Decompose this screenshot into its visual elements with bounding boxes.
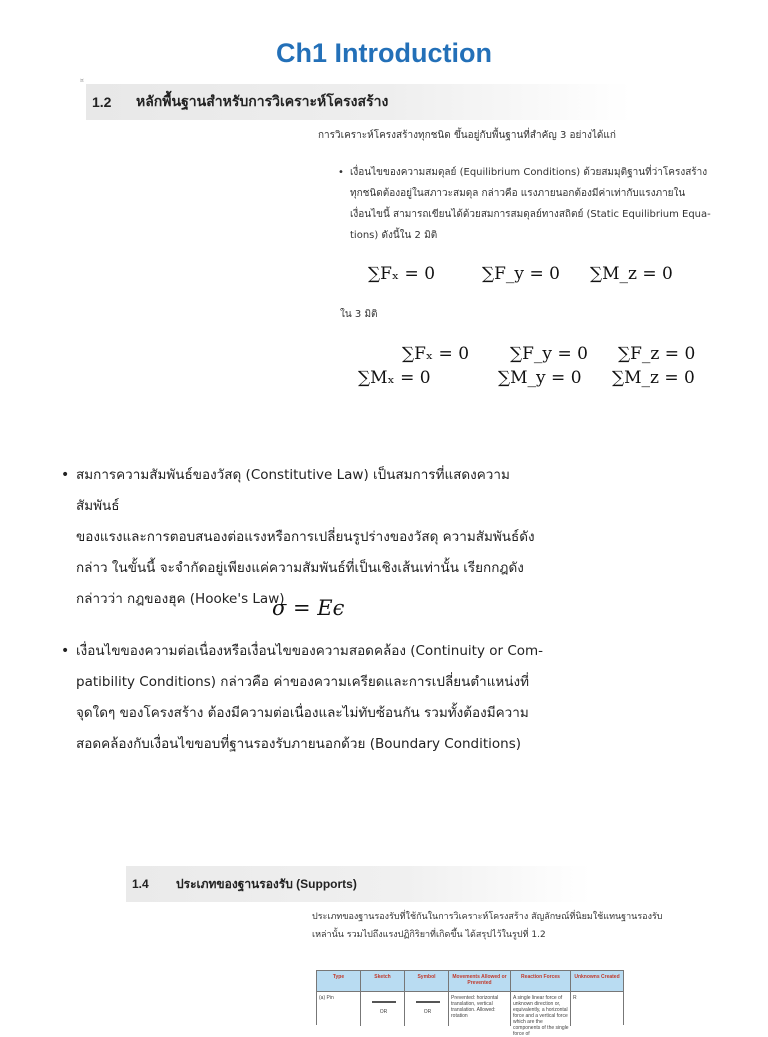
continuity-bullet bbox=[61, 636, 546, 760]
td-unknowns: R bbox=[573, 995, 577, 1001]
td-movements: Prevented: horizontal translation, vertical translation. Allowed: rotation bbox=[449, 992, 511, 1026]
th-sketch: Sketch bbox=[361, 971, 405, 991]
section-1-4-intro-line: ประเภทของฐานรองรับที่ใช้กันในการวิเคราะห์โครงสร้าง สัญลักษณ์ที่นิยมใช้แทนฐานรองรับ bbox=[312, 912, 663, 922]
bullet-dot: • bbox=[61, 467, 70, 483]
eq-sum-mx-3d: ∑Mₓ = 0 bbox=[358, 368, 431, 388]
symbol-or: OR bbox=[423, 1009, 432, 1015]
td-sketch bbox=[361, 992, 405, 1026]
eq-sum-fx: ∑Fₓ = 0 bbox=[368, 264, 436, 284]
eq-sum-fx-3d: ∑Fₓ = 0 bbox=[402, 344, 470, 364]
eq-sum-fy-3d: ∑F_y = 0 bbox=[510, 344, 588, 364]
eq-sum-my-3d: ∑M_y = 0 bbox=[498, 368, 582, 388]
constitutive-line: สมการความสัมพันธ์ของวัสดุ (Constitutive Law) เป็นสมการที่แสดงความสัมพันธ์ bbox=[76, 467, 510, 514]
continuity-line: patibility Conditions) กล่าวคือ ค่าของความเครียดและการเปลี่ยนตำแหน่งที่ bbox=[76, 674, 530, 690]
section-1-2-intro: การวิเคราะห์โครงสร้างทุกชนิด ขึ้นอยู่กับพื้นฐานที่สำคัญ 3 อย่างได้แก่ bbox=[318, 130, 616, 141]
supports-table bbox=[316, 970, 624, 1037]
continuity-line: สอดคล้องกับเงื่อนไขขอบที่ฐานรองรับภายนอกด้วย (Boundary Conditions) bbox=[76, 736, 521, 752]
bullet-dot: • bbox=[338, 167, 344, 178]
constitutive-line: ของแรงและการตอบสนองต่อแรงหรือการเปลี่ยนรูปร่างของวัสดุ ความสัมพันธ์ดัง bbox=[76, 529, 535, 545]
td-reaction: A single linear force of unknown direction or, equivalently, a horizontal force and a vertical force which are the components of the single force of bbox=[511, 992, 571, 1026]
eq-sum-fy: ∑F_y = 0 bbox=[482, 264, 560, 284]
equilibrium-line: tions) ดังนี้ใน 2 มิติ bbox=[350, 230, 438, 241]
equilibrium-line: เงื่อนไขนี้ สามารถเขียนได้ด้วยสมการสมดุลย์ทางสถิตย์ (Static Equilibrium Equa- bbox=[350, 209, 711, 220]
constitutive-bullet bbox=[61, 460, 546, 615]
page-mark: ¤ bbox=[80, 77, 84, 84]
section-1-4-number: 1.4 bbox=[132, 877, 149, 891]
label-3d: ใน 3 มิติ bbox=[340, 309, 378, 320]
hooke-equation: σ = Eϵ bbox=[272, 596, 345, 620]
section-1-4-intro bbox=[312, 908, 663, 944]
sketch-or: OR bbox=[379, 1009, 388, 1015]
th-symbol: Symbol bbox=[405, 971, 449, 991]
section-1-4-header bbox=[126, 866, 591, 902]
supports-table-header bbox=[317, 971, 623, 992]
section-1-4-heading: ประเภทของฐานรองรับ (Supports) bbox=[176, 876, 357, 891]
section-1-2-heading: หลักพื้นฐานสำหรับการวิเคราะห์โครงสร้าง bbox=[136, 93, 389, 109]
eq-sum-mz-3d: ∑M_z = 0 bbox=[612, 368, 695, 388]
th-reaction: Reaction Forces bbox=[511, 971, 571, 991]
equilibrium-line: ทุกชนิดต้องอยู่ในสภาวะสมดุล กล่าวคือ แรงภายนอกต้องมีค่าเท่ากับแรงภายใน bbox=[350, 188, 686, 199]
table-row bbox=[317, 992, 623, 1037]
bullet-dot: • bbox=[61, 643, 70, 659]
continuity-line: เงื่อนไขของความต่อเนื่องหรือเงื่อนไขของความสอดคล้อง (Continuity or Com- bbox=[76, 643, 544, 659]
th-movements: Movements Allowed or Prevented bbox=[449, 971, 511, 991]
section-1-2-number: 1.2 bbox=[92, 94, 112, 110]
continuity-line: จุดใดๆ ของโครงสร้าง ต้องมีความต่อเนื่องและไม่ทับซ้อนกัน รวมทั้งต้องมีความ bbox=[76, 705, 529, 721]
equilibrium-line: เงื่อนไขของความสมดุลย์ (Equilibrium Conditions) ด้วยสมมุติฐานที่ว่าโครงสร้าง bbox=[350, 167, 708, 178]
page-title: Ch1 Introduction bbox=[276, 38, 492, 68]
th-type: Type bbox=[317, 971, 361, 991]
eq-sum-fz-3d: ∑F_z = 0 bbox=[618, 344, 696, 364]
section-1-4-intro-line: เหล่านั้น รวมไปถึงแรงปฏิกิริยาที่เกิดขึ้น ได้สรุปไว้ในรูปที่ 1.2 bbox=[312, 930, 546, 940]
pin-symbol-icon bbox=[416, 1001, 440, 1003]
constitutive-line: กล่าว ในขั้นนี้ จะจำกัดอยู่เพียงแค่ความสัมพันธ์ที่เป็นเชิงเส้นเท่านั้น เรียกกฎดัง bbox=[76, 560, 524, 576]
td-symbol bbox=[405, 992, 449, 1026]
constitutive-line: กล่าวว่า กฎของฮุค (Hooke's Law) bbox=[76, 591, 285, 607]
pin-sketch-icon bbox=[372, 1001, 396, 1003]
section-1-2-header bbox=[86, 84, 631, 120]
td-type: (a) Pin bbox=[317, 992, 361, 1026]
equilibrium-bullet bbox=[338, 162, 730, 246]
eq-sum-mz: ∑M_z = 0 bbox=[590, 264, 673, 284]
th-unknowns: Unknowns Created bbox=[574, 974, 620, 980]
